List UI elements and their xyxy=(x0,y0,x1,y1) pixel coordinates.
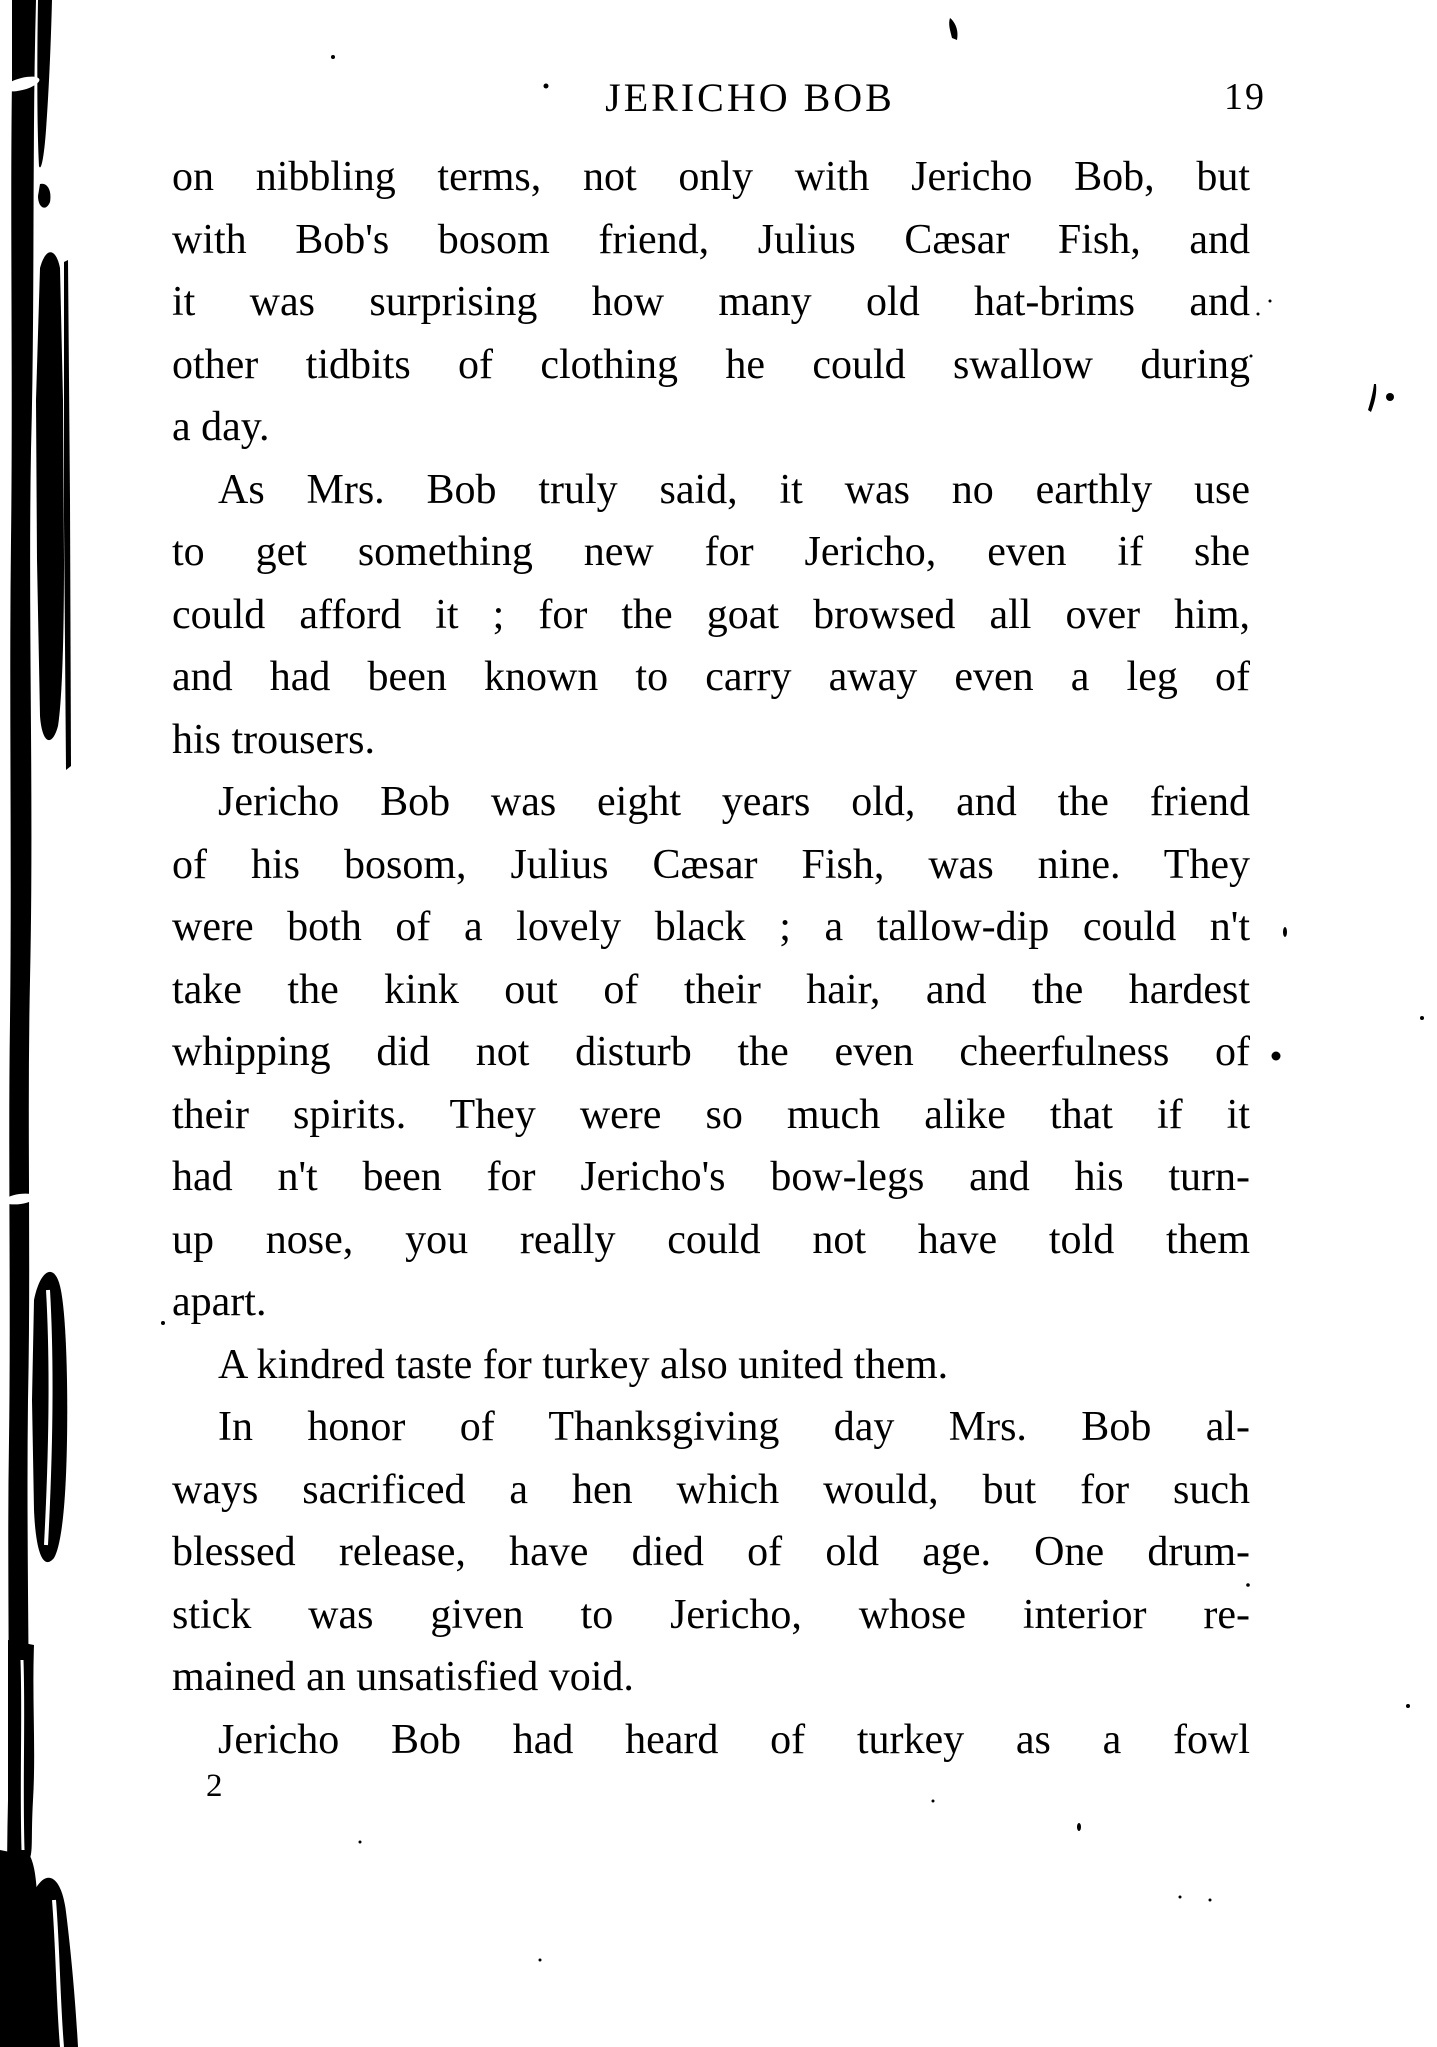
text-line: a day. xyxy=(172,404,270,450)
text-line: whipping did not disturb the even cheerfulness of xyxy=(172,1029,1250,1075)
binding-ink-artifact xyxy=(0,0,120,2047)
text-line: could afford it ; for the goat browsed all over him, xyxy=(172,591,1250,638)
text-line: As Mrs. Bob truly said, it was no earthly use xyxy=(218,466,1250,513)
page-title: JERICHO BOB xyxy=(605,75,895,120)
running-header xyxy=(560,75,940,120)
text-line: to get something new for Jericho, even if she xyxy=(172,529,1250,575)
text-line: mained an unsatisfied void. xyxy=(172,1654,634,1700)
text-line: In honor of Thanksgiving day Mrs. Bob al- xyxy=(218,1404,1250,1450)
text-line: A kindred taste for turkey also united them. xyxy=(218,1341,949,1388)
text-line: had n't been for Jericho's bow-legs and his turn- xyxy=(172,1154,1250,1200)
text-line: their spirits. They were so much alike that if it xyxy=(172,1091,1250,1138)
text-line: Jericho Bob was eight years old, and the friend xyxy=(218,779,1250,825)
text-line: other tidbits of clothing he could swallow during xyxy=(172,341,1250,388)
text-line: take the kink out of their hair, and the hardest xyxy=(172,966,1250,1013)
text-line: were both of a lovely black ; a tallow-dip could n't xyxy=(172,904,1250,950)
signature-mark: 2 xyxy=(206,1768,223,1804)
text-line: apart. xyxy=(172,1279,267,1325)
text-line: Jericho Bob had heard of turkey as a fowl xyxy=(218,1716,1250,1763)
text-line: on nibbling terms, not only with Jericho Bob, but xyxy=(172,154,1250,200)
text-line: his trousers. xyxy=(172,716,375,763)
text-line: of his bosom, Julius Cæsar Fish, was nine. They xyxy=(172,841,1250,888)
text-line: up nose, you really could not have told them xyxy=(172,1216,1250,1263)
text-line: with Bob's bosom friend, Julius Cæsar Fish, and xyxy=(172,216,1250,263)
body-text xyxy=(172,146,1250,1771)
text-line: blessed release, have died of old age. One drum- xyxy=(172,1529,1250,1575)
text-line: ways sacrificed a hen which would, but for such xyxy=(172,1466,1250,1513)
text-line: it was surprising how many old hat-brims and xyxy=(172,279,1250,325)
text-line: stick was given to Jericho, whose interior re- xyxy=(172,1591,1250,1638)
text-line: and had been known to carry away even a leg of xyxy=(172,654,1250,700)
page-number: 19 xyxy=(1224,76,1266,118)
